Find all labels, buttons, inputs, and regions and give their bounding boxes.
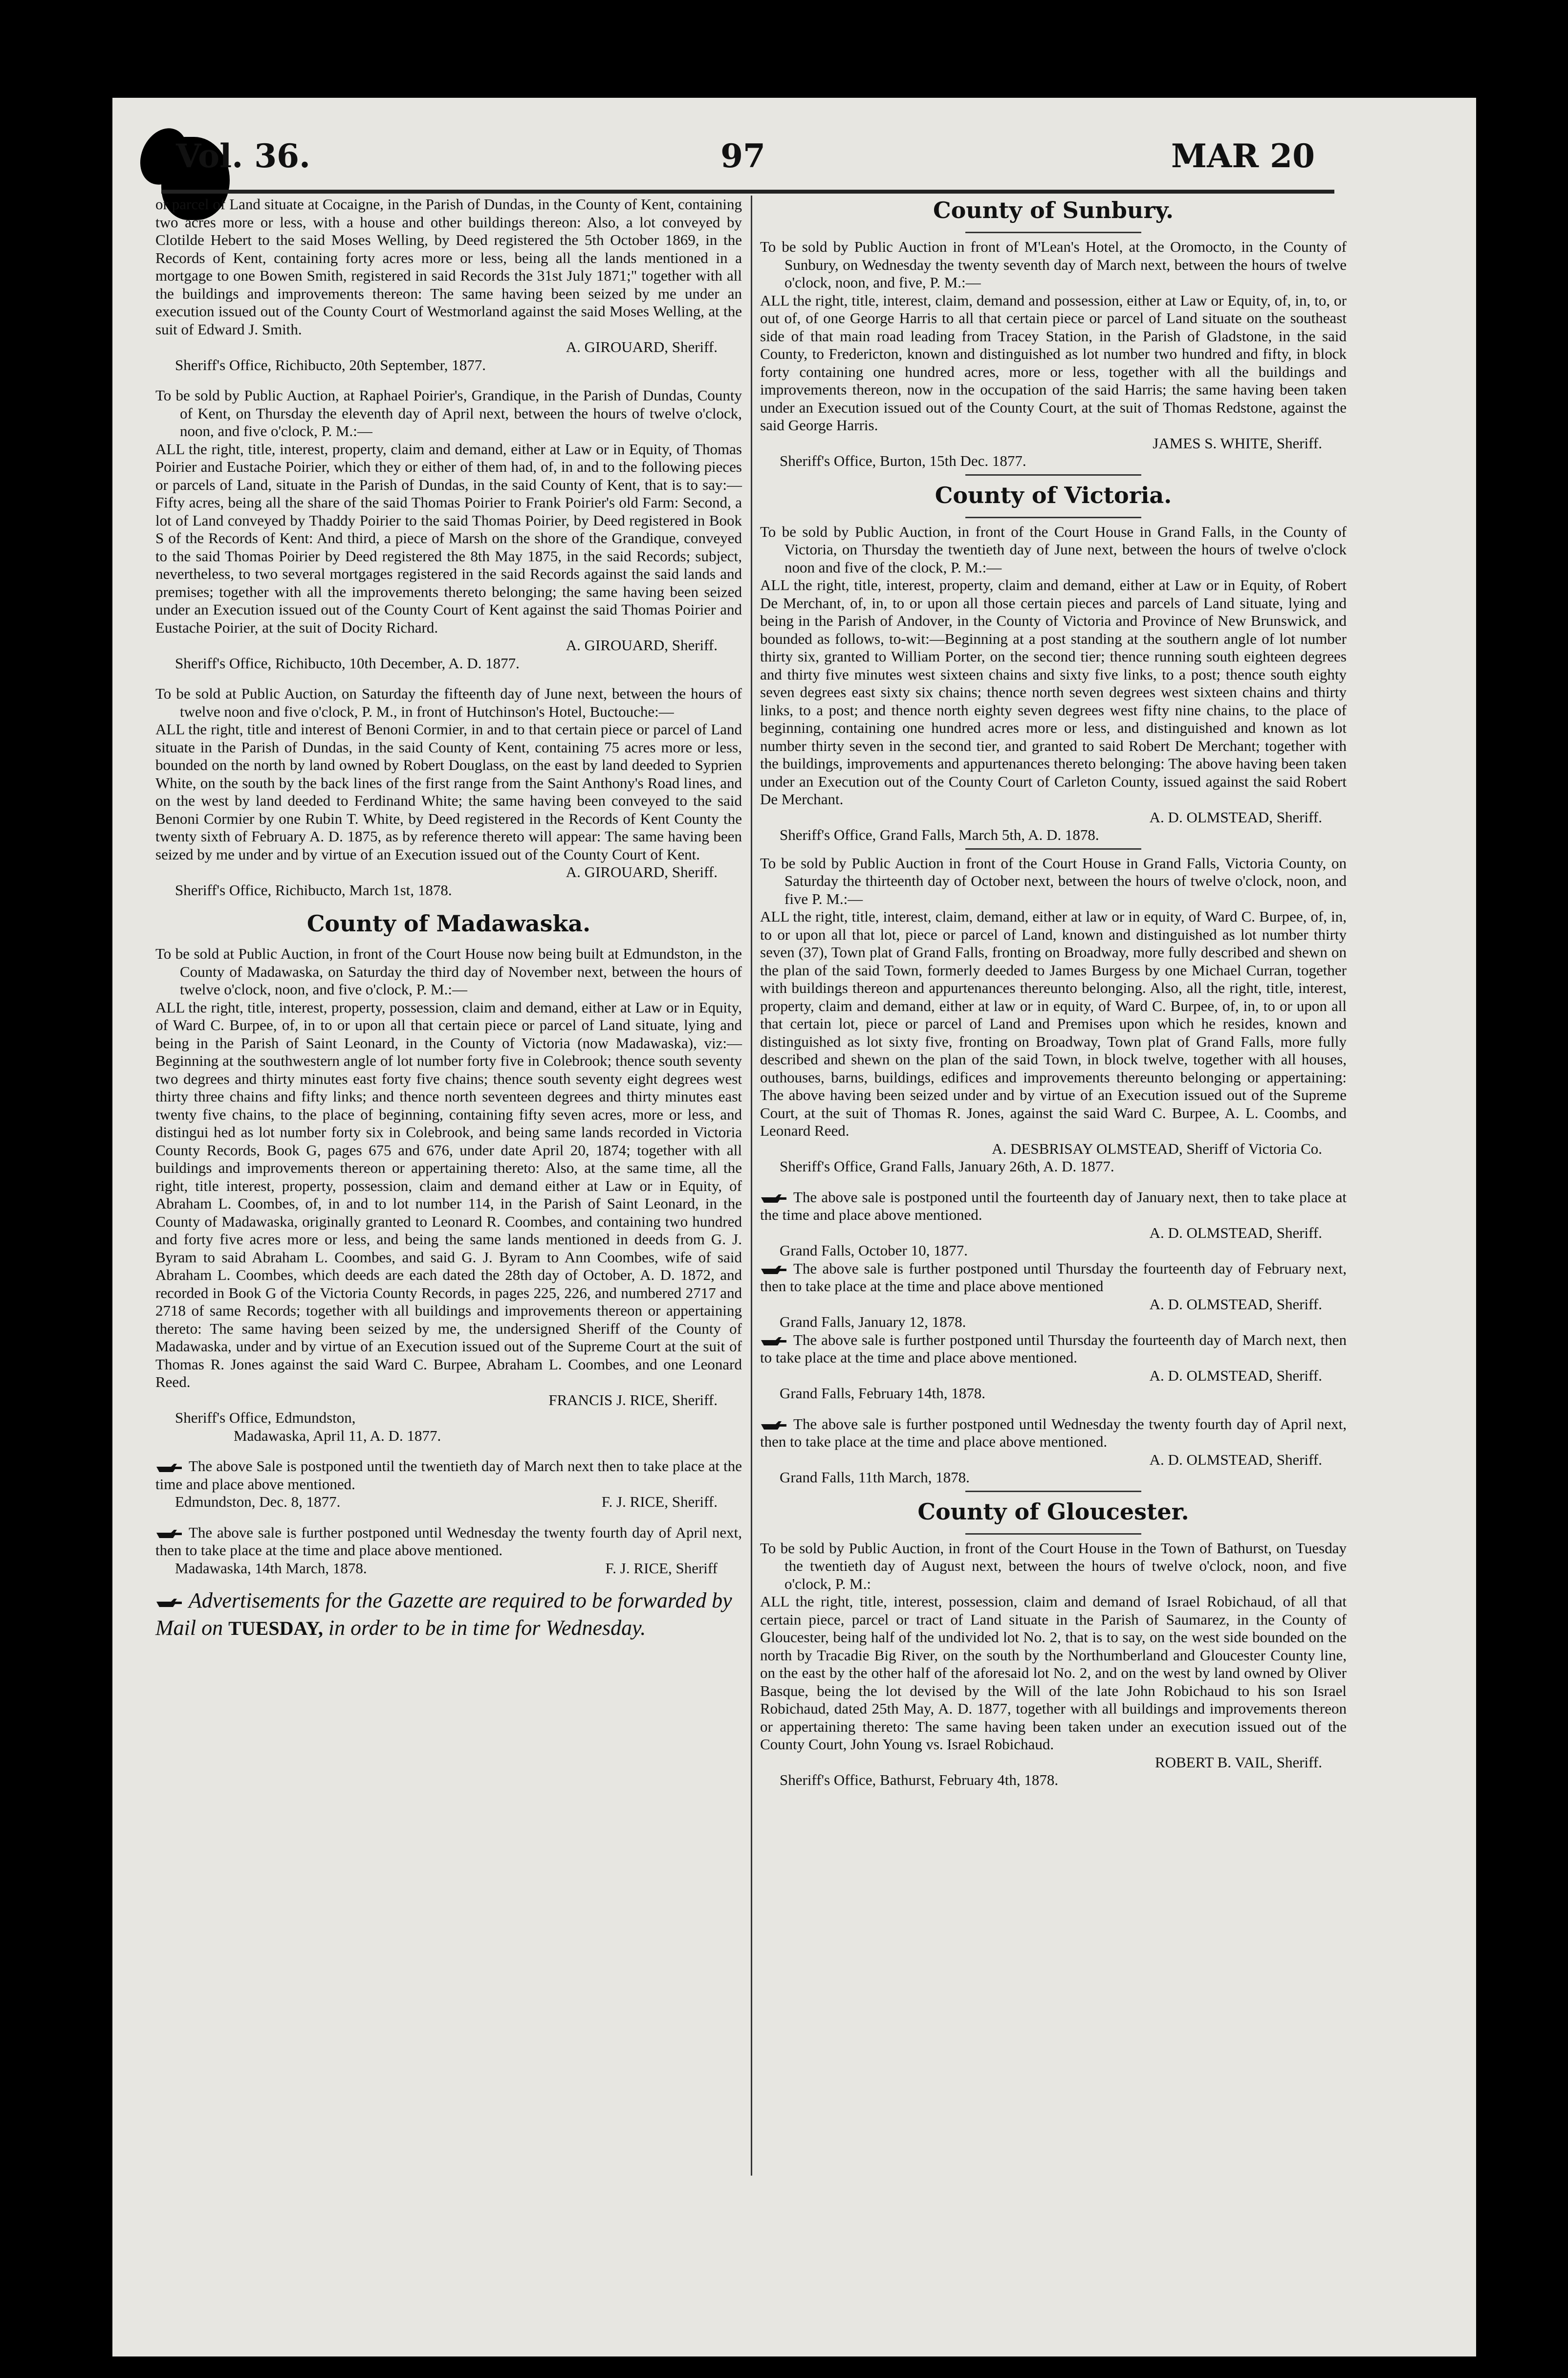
office-dateline: Sheriff's Office, Edmundston, xyxy=(175,1409,356,1426)
dateline-text: Edmundston, Dec. 8, 1877. xyxy=(175,1493,341,1510)
volume-label: Vol. 36. xyxy=(176,137,311,175)
postponement-text: The above sale is further postponed until Thursday the fourteenth day of March next, then to take place at the time and place above mentioned. xyxy=(760,1331,1347,1366)
office-dateline: Grand Falls, February 14th, 1878. xyxy=(780,1385,986,1402)
notice-paragraph: To be sold at Public Auction, in front of the Court House now being built at Edmundston, in the County of Madawaska, on Saturday the third day of November next, between the hours of twelve o'clock, noon, and five o'clock, P. M.:— xyxy=(155,945,742,998)
postponement-text: The above sale is further postponed until Wednesday the twenty fourth day of April next, then to take place at the time and place above mentioned. xyxy=(760,1415,1347,1450)
notice-paragraph: To be sold by Public Auction in front of M'Lean's Hotel, at the Oromocto, in the County of Sunbury, on Wednesday the twenty seventh day of March next, between the hours of twelve o'clock, noon, and five, P. M.:— xyxy=(760,238,1347,291)
postponement-text: The above sale is postponed until the fourteenth day of January next, then to take place at the time and place above mentioned. xyxy=(760,1188,1347,1223)
page-header xyxy=(176,137,1315,176)
notice-text: Advertisements for the Gazette are required to be forwarded by Mail on xyxy=(155,1588,732,1640)
sheriff-signature: A. D. OLMSTEAD, Sheriff. xyxy=(1149,1366,1322,1384)
sheriff-signature: A. DESBRISAY OLMSTEAD, Sheriff of Victoria Co. xyxy=(992,1140,1322,1157)
office-dateline: Madawaska, April 11, A. D. 1877. xyxy=(234,1427,441,1444)
sheriff-signature: ROBERT B. VAIL, Sheriff. xyxy=(1154,1753,1322,1771)
notice-paragraph: ALL the right, title, interest, property, possession, claim and demand, either at Law or in Equity, of Ward C. Burpee, of, in to or upon all that certain piece or parcel of Land situate, lying and being in the Parish of Saint Leonard, in the County of Victoria (now Madawaska), viz:—Beginning at the southwestern angle of lot number forty five in Colebrook; thence south seventy two degrees and thirty minutes east forty five chains; thence south seventy eight degrees west thirty three chains and fifty links; and thence north seventeen degrees and thirty minutes east twenty five chains, to the place of beginning, containing fifty seven acres, more or less, and distingui hed as lot number forty six in Colebrook, and being same lands recorded in Victoria County Records, Book G, pages 675 and 676, under date April 20, 1874; together with all buildings and improvements thereon or appertaining thereto: Also, at the same time, all the right, title interest, property, possession, claim and demand either at Law or in Equity, of Abraham L. Coombes, of, in and to lot number 114, in the Parish of Saint Leonard, in the County of Madawaska, originally granted to Leonard R. Coombes, and containing two hundred and forty five acres more or less, and being the same lands mentioned in deeds from G. J. Byram to said Abraham L. Coombes, and said G. J. Byram to Ann Coombes, wife of said Abraham L. Coombes, which deeds are each dated the 28th day of October, A. D. 1872, and recorded in Book G of the Victoria County Records, in pages 225, 226, and numbered 2717 and 2718 of same Records; together with all buildings and improvements thereon or appertaining thereto: The same having been seized by me, the undersigned Sheriff of the County of Madawaska, under and by virtue of an Execution issued out of the Supreme Court at the suit of Thomas R. Jones against the said Ward C. Burpee, Abraham L. Coombes, and one Leonard Reed. xyxy=(155,998,742,1390)
sheriff-signature: A. GIROUARD, Sheriff. xyxy=(566,637,718,654)
sheriff-signature: A. D. OLMSTEAD, Sheriff. xyxy=(1149,1224,1322,1241)
postponement-text: The above Sale is postponed until the twentieth day of March next then to take place at the time and place above mentioned. xyxy=(155,1457,742,1493)
postponement-notice xyxy=(760,1415,1347,1451)
sheriff-signature: F. J. RICE, Sheriff xyxy=(605,1559,718,1577)
office-dateline xyxy=(175,1493,742,1511)
office-dateline: Sheriff's Office, Burton, 15th Dec. 1877. xyxy=(780,452,1026,469)
header-rule xyxy=(161,190,1334,194)
postponement-notice xyxy=(760,1260,1347,1296)
office-dateline: Sheriff's Office, Richibucto, 20th September, 1877. xyxy=(175,356,486,374)
notice-paragraph: ALL the right, title, interest, claim, demand, either at law or in equity, of Ward C. Burpee, of, in, to or upon all that lot, piece or parcel of Land, known and distinguished as lot number thirty seven (37), Town plat of Grand Falls, fronting on Broadway, more fully described and shewn on the plan of the said Town, formerly deeded to James Burgess by one Michael Curran, together with buildings thereon and appurtenances thereunto belonging. Also, all the right, title, interest, property, claim and demand, either at law or in equity, of Ward C. Burpee, of, in, to or upon all that certain lot, piece or parcel of Land and Premises upon which he resides, known and distinguished as lot sixty five, fronting on Broadway, Town plat of Grand Falls, more fully described and shewn on the plan of the said Town, in block twelve, together with all houses, outhouses, barns, buildings, edifices and improvements thereunto belonging or appertaining: The above having been seized under and by virtue of an Execution issued out of the Supreme Court, at the suit of Thomas R. Jones, against the said Ward C. Burpee, A. L. Coombs, and Leonard Reed. xyxy=(760,908,1347,1139)
notice-paragraph: ALL the right, title, interest, claim, demand and possession, either at Law or Equity, of, in, to, or out of, of one George Harris to all that certain piece or parcel of Land situate on the southeast side of that main road leading from Tracey Station, in the Parish of Gladstone, in the said County, to Fredericton, known and distinguished as lot number two hundred and fifty, in block forty containing one hundred acres, more or less, together with all the buildings and improvements thereon, now in the occupation of the said Harris; the same having been taken under an Execution issued out of the County Court, at the suit of Thomas Redstone, against the said George Harris. xyxy=(760,291,1347,434)
county-heading: County of Madawaska. xyxy=(306,910,591,937)
pointing-hand-icon xyxy=(155,1462,184,1474)
postponement-notice xyxy=(155,1457,742,1493)
postponement-text: The above sale is further postponed until Thursday the fourteenth day of February next, then to take place at the time and place above mentioned xyxy=(760,1259,1347,1295)
postponement-text: The above sale is further postponed until Wednesday the twenty fourth day of April next, then to take place at the time and place above mentioned. xyxy=(155,1523,742,1559)
section-rule xyxy=(965,848,1141,850)
pointing-hand-icon xyxy=(760,1264,788,1276)
pointing-hand-icon xyxy=(760,1192,788,1204)
gazette-notice xyxy=(155,1587,742,1642)
heading-rule xyxy=(965,1533,1141,1535)
pointing-hand-icon xyxy=(155,1528,184,1540)
notice-paragraph: ALL the right, title, interest, property, claim and demand, either at Law or in Equity, of Robert De Merchant, of, in, to or upon all those certain pieces and parcels of Land situate, lying and being in the Parish of Andover, in the County of Victoria and Province of New Brunswick, and bounded as follows, to-wit:—Beginning at a post standing at the southern angle of lot number thirty six, granted to William Porter, on the second tier; thence running south eighteen degrees and thirty five minutes west sixteen chains and sixty five links, to a post; thence south eighty seven degrees east sixty six chains; thence north seven degrees west sixteen chains and thirty links, to a post; and thence north eighty seven degrees west fifty nine chains, to the place of beginning, containing one hundred acres more or less, and distinguished and known as lot number thirty seven in the second tier, and granted to said Robert De Merchant; together with the buildings, improvements and appurtenances thereto belonging: The above having been taken under an Execution out of the County Court of Carleton County, issued against the said Robert De Merchant. xyxy=(760,576,1347,808)
office-dateline: Sheriff's Office, Grand Falls, January 26th, A. D. 1877. xyxy=(780,1158,1114,1175)
county-heading: County of Sunbury. xyxy=(933,197,1174,223)
pointing-hand-icon xyxy=(760,1419,788,1431)
right-column xyxy=(760,196,1347,1789)
sheriff-signature: A. D. OLMSTEAD, Sheriff. xyxy=(1149,1451,1322,1468)
heading-rule xyxy=(965,474,1141,476)
office-dateline: Sheriff's Office, Richibucto, March 1st, 1878. xyxy=(175,881,452,899)
postponement-notice xyxy=(155,1524,742,1560)
sheriff-signature: A. D. OLMSTEAD, Sheriff. xyxy=(1149,1295,1322,1313)
notice-paragraph: To be sold by Public Auction, in front of the Court House in Grand Falls, in the County of Victoria, on Thursday the twentieth day of June next, between the hours of twelve o'clock noon and five of the clock, P. M.:— xyxy=(760,523,1347,576)
sheriff-signature: A. GIROUARD, Sheriff. xyxy=(566,338,718,355)
notice-paragraph: To be sold by Public Auction, in front of the Court House in the Town of Bathurst, on Tuesday the twentieth day of August next, between the hours of twelve o'clock, noon, and five o'clock, P. M.: xyxy=(760,1539,1347,1592)
notice-paragraph: To be sold by Public Auction in front of the Court House in Grand Falls, Victoria County, on Saturday the thirteenth day of October next, between the hours of twelve o'clock, noon, and five P. M.:— xyxy=(760,854,1347,907)
dateline-text: Madawaska, 14th March, 1878. xyxy=(175,1559,367,1577)
sheriff-signature: FRANCIS J. RICE, Sheriff. xyxy=(548,1391,718,1409)
column-divider xyxy=(751,196,752,2176)
office-dateline: Sheriff's Office, Bathurst, February 4th, 1878. xyxy=(780,1771,1059,1788)
county-heading: County of Victoria. xyxy=(935,482,1172,508)
notice-day: TUESDAY, xyxy=(228,1617,323,1639)
county-heading: County of Gloucester. xyxy=(917,1498,1189,1525)
notice-paragraph: ALL the right, title, interest, property, claim and demand, either at Law or in Equity, of Thomas Poirier and Eustache Poirier, which they or either of them had, of, in and to the following pieces or parcels of Land, situate in the Parish of Dundas, in the said County of Kent, that is to say:—Fifty acres, being all the share of the said Thomas Poirier to Frank Poirier's old Farm: Second, a lot of Land conveyed by Thaddy Poirier to the said Thomas Poirier, by Deed registered in Book S of the Records of Kent: And third, a piece of Marsh on the shore of the Grandique, conveyed to the said Thomas Poirier by Deed registered the 8th May 1875, in the said Records; subject, nevertheless, to two several mortgages registered in the said Records against the said lands and premises; together with all the improvements thereto belonging; the same having been seized under an Execution issued out of the County Court of Kent against the said Thomas Poirier and Eustache Poirier, at the suit of Docity Richard. xyxy=(155,440,742,636)
office-dateline: Grand Falls, January 12, 1878. xyxy=(780,1313,966,1330)
heading-rule xyxy=(965,232,1141,233)
notice-paragraph: or parcel of Land situate at Cocaigne, in the Parish of Dundas, in the County of Kent, containing two acres more or less, with a house and other buildings thereon: Also, a lot conveyed by Clotilde Hebert to the said Moses Welling, by Deed registered the 5th October 1869, in the Records of Kent, containing forty acres more or less, being all the lands mentioned in a mortgage to one Bowen Smith, registered in said Records the 31st July 1871;" together with all the buildings and improvements thereon: The same having been seized by me under an execution issued out of the County Court of Westmorland against the said Moses Welling, at the suit of Edward J. Smith. xyxy=(155,196,742,338)
notice-paragraph: ALL the right, title and interest of Benoni Cormier, in and to that certain piece or parcel of Land situate in the Parish of Dundas, in the said County of Kent, containing 75 acres more or less, bounded on the north by land owned by Robert Douglass, on the east by land deeded to Syprien White, on the south by the back lines of the first range from the Saint Anthony's Road lines, and on the west by land deeded to Ferdinand White; the same having been conveyed to the said Benoni Cormier by one Rubin T. White, by Deed registered in the Records of Kent County the twenty sixth of February A. D. 1875, as by reference thereto will appear: The same having been seized by me under and by virtue of an Execution issued out of the County Court of Kent. xyxy=(155,721,742,863)
heading-rule xyxy=(965,517,1141,518)
notice-text: in order to be in time for Wednesday. xyxy=(328,1616,646,1640)
sheriff-signature: F. J. RICE, Sheriff. xyxy=(601,1493,718,1510)
issue-date: MAR 20 xyxy=(1171,137,1315,175)
left-column xyxy=(155,196,742,1664)
notice-paragraph: To be sold at Public Auction, on Saturday the fifteenth day of June next, between the hours of twelve noon and five o'clock, P. M., in front of Hutchinson's Hotel, Buctouche:— xyxy=(155,685,742,720)
office-dateline: Grand Falls, October 10, 1877. xyxy=(780,1242,968,1259)
page-number: 97 xyxy=(720,137,765,175)
pointing-hand-icon xyxy=(155,1597,184,1608)
pointing-hand-icon xyxy=(760,1335,788,1347)
notice-paragraph: To be sold by Public Auction, at Raphael Poirier's, Grandique, in the Parish of Dundas, County of Kent, on Thursday the eleventh day of April next, between the hours of twelve o'clock, noon, and five o'clock, P. M.:— xyxy=(155,387,742,440)
section-rule xyxy=(965,1491,1141,1492)
sheriff-signature: A. GIROUARD, Sheriff. xyxy=(566,863,718,881)
sheriff-signature: JAMES S. WHITE, Sheriff. xyxy=(1153,434,1322,452)
postponement-notice xyxy=(760,1189,1347,1224)
postponement-notice xyxy=(760,1331,1347,1367)
sheriff-signature: A. D. OLMSTEAD, Sheriff. xyxy=(1149,808,1322,826)
office-dateline: Grand Falls, 11th March, 1878. xyxy=(780,1469,970,1486)
office-dateline xyxy=(175,1560,742,1578)
notice-paragraph: ALL the right, title, interest, possession, claim and demand of Israel Robichaud, of all that certain piece, parcel or tract of Land situate in the Parish of Saumarez, in the County of Gloucester, being half of the undivided lot No. 2, that is to say, on the west side bounded on the north by Tracadie Big River, on the south by the Northumberland and Gloucester County line, on the east by the other half of the aforesaid lot No. 2, and on the west by land owned by Oliver Basque, being the lot devised by the Will of the late John Robichaud to his son Israel Robichaud, dated 25th May, A. D. 1877, together with all buildings and improvements thereon or appertaining thereto: The same having been taken under an execution issued out of the County Court, John Young vs. Israel Robichaud. xyxy=(760,1593,1347,1753)
office-dateline: Sheriff's Office, Richibucto, 10th December, A. D. 1877. xyxy=(175,654,520,672)
office-dateline: Sheriff's Office, Grand Falls, March 5th, A. D. 1878. xyxy=(780,826,1099,843)
